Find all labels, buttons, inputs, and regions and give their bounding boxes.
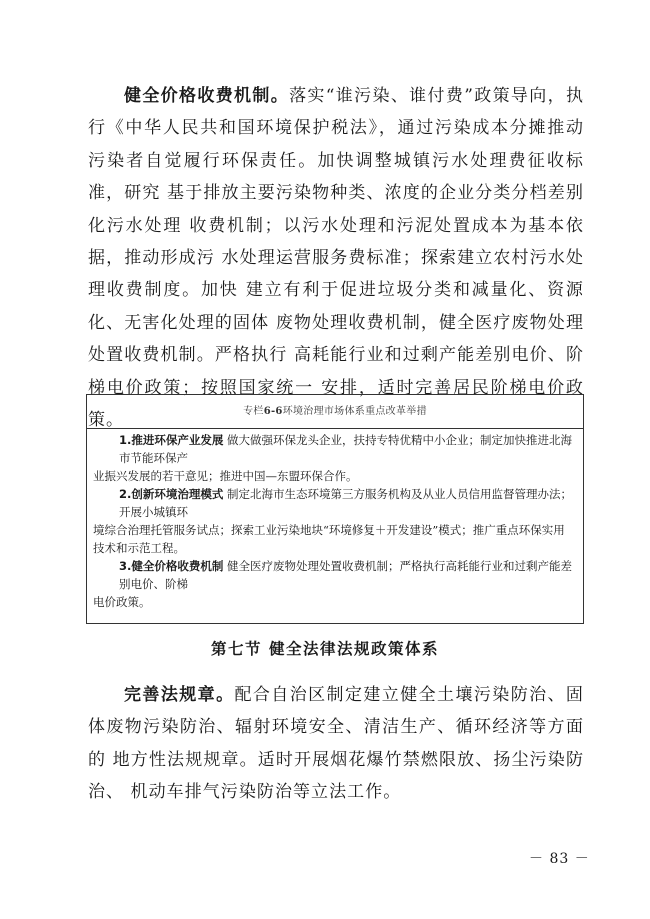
- column-item-text: 健全医疗废物处理处置收费机制；严格执行高耗能行业和过剩产能差别电价、阶梯: [119, 559, 573, 591]
- column-item-heading: 2.创新环境治理模式: [119, 487, 224, 501]
- paragraph-body: 落实“谁污染、谁付费”政策导向，执行《中华人民共和国环境保护税法》，通过污染成本分摊推动污染者自觉履行环保责任。加快调整城镇污水处理费征收标准，研究 基于排放主要污染物种类、浓度的企业分类分档差别化污水处理 收费机制；以污水处理和污泥处置成本为基本依据，推动形成污 水处理运营服务费标准；探索建立农村污水处理收费制度。加快 建立有利于促进垃圾分类和减量化、资源化、无害化处理的固体 废物处理收费机制，健全医疗废物处理处置收费机制。严格执行 高耗能行业和过剩产能差别电价、阶梯电价政策；按照国家统一 安排，适时完善居民阶梯电价政策。: [88, 86, 585, 431]
- section-title: 第七节 健全法律法规政策体系: [211, 640, 439, 658]
- paragraph-price-mechanism: [88, 80, 584, 436]
- paragraph-lead: 完善法规章。: [124, 685, 235, 705]
- page-number: － 83 －: [529, 851, 590, 867]
- paragraph-lead: 健全价格收费机制。: [124, 86, 290, 106]
- column-item: [93, 557, 573, 611]
- column-item-text: 制定北海市生态环境第三方服务机构及从业人员信用监督管理办法；开展小城镇环: [119, 487, 573, 519]
- column-box-title: [87, 395, 583, 429]
- column-item-text-continued: 业振兴发展的若干意见；推进中国—东盟环保合作。: [93, 469, 358, 483]
- column-item-text-continued: 境综合治理托管服务试点；探索工业污染地块“环境修复＋开发建设”模式；推广重点环保实用技术和示范工程。: [93, 523, 565, 555]
- column-item-heading: 3.健全价格收费机制: [119, 559, 224, 573]
- column-box-title-number: 6-6: [263, 406, 283, 417]
- column-item-text-continued: 电价政策。: [93, 595, 151, 609]
- column-box-title-text: 环境治理市场体系重点改革举措: [282, 406, 427, 417]
- column-box-title-prefix: 专栏: [243, 406, 264, 417]
- paragraph-regulations: [88, 679, 584, 809]
- paragraph-body: 配合自治区制定建立健全土壤污染防治、固体废物污染防治、辐射环境安全、清洁生产、循环经济等方面的 地方性法规规章。适时开展烟花爆竹禁燃限放、扬尘污染防治、 机动车排气污染防治等立法工作。: [88, 685, 584, 803]
- column-box-body: [87, 429, 583, 611]
- column-item: [93, 485, 573, 557]
- column-box: [86, 394, 584, 624]
- column-item-heading: 1.推进环保产业发展: [119, 433, 224, 447]
- column-item-text: 做大做强环保龙头企业，扶持专特优精中小企业；制定加快推进北海市节能环保产: [119, 433, 573, 465]
- column-item: [93, 431, 573, 485]
